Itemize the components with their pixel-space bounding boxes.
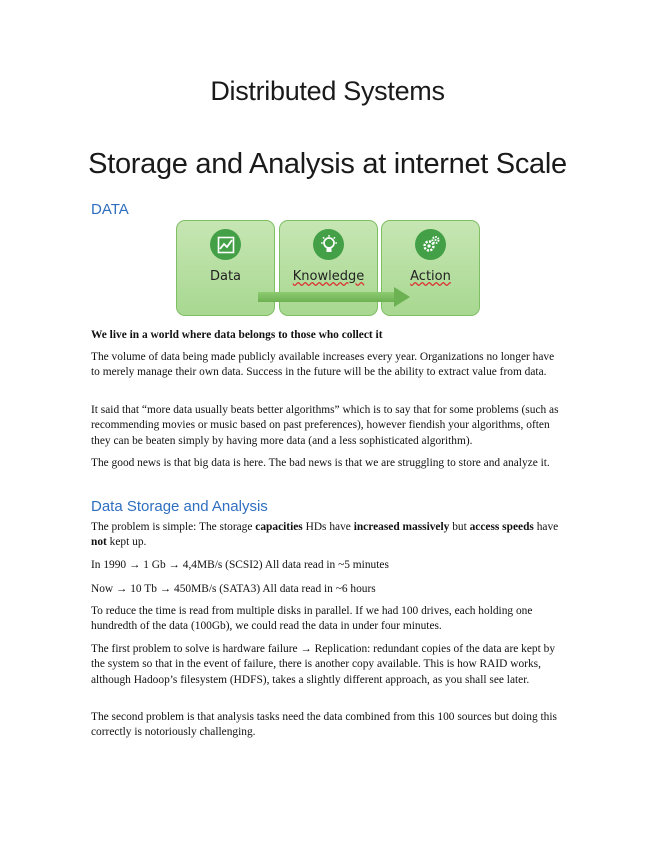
lightbulb-icon [313, 229, 344, 260]
paragraph-problem [91, 520, 565, 551]
paragraph-parallel: To reduce the time is read from multiple disks in parallel. If we had 100 drives, each holding one hundredth of the data (100Gb), we could read the data in under four minutes. [91, 605, 533, 633]
flow-arrowhead [394, 287, 410, 307]
problem-text-2: HDs have [302, 521, 354, 533]
problem-not: not [91, 536, 107, 549]
problem-access-speeds: access speeds [469, 521, 534, 533]
diagram-label-action-text: Action [410, 269, 451, 284]
paragraph-hardware-failure: The first problem to solve is hardware failure → Replication: redundant copies of the data are kept by the system so that in the event of failure, there is another copy available. This is how RAID works, although Hadoop’s filesystem (HDFS), takes a slightly different approach, as you shall see later. [91, 643, 556, 686]
paragraph-volume: The volume of data being made publicly available increases every year. Organizations no longer have to merely manage their own data. Success in the future will be the ability to extract value from data. [91, 351, 555, 379]
data-knowledge-action-diagram [176, 220, 479, 316]
document-subtitle: Storage and Analysis at internet Scale [88, 148, 567, 180]
diagram-label-action [382, 269, 479, 284]
problem-text-4: have [533, 521, 559, 533]
lead-sentence: We live in a world where data belongs to those who collect it [91, 329, 383, 341]
problem-text-1: The problem is simple: The storage [91, 521, 256, 533]
document-title: Distributed Systems [210, 76, 445, 106]
paragraph-analysis: The second problem is that analysis tasks need the data combined from this 100 sources but doing this correctly is notoriously challenging. [91, 711, 557, 739]
chart-icon [210, 229, 241, 260]
diagram-label-knowledge-text: Knowledge [292, 269, 365, 284]
section-heading-data: DATA [91, 201, 129, 218]
line-now: Now → 10 Tb → 450MB/s (SATA3) All data read in ~6 hours [91, 583, 376, 595]
section-heading-storage: Data Storage and Analysis [91, 498, 268, 515]
paragraph-good-news: The good news is that big data is here. The bad news is that we are struggling to store and analyze it. [91, 457, 550, 469]
line-1990: In 1990 → 1 Gb → 4,4MB/s (SCSI2) All data read in ~5 minutes [91, 559, 389, 571]
diagram-label-data: Data [209, 269, 242, 284]
problem-capacities: capacities [255, 521, 303, 533]
paragraph-algorithms: It said that “more data usually beats better algorithms” which is to say that for some problems (such as recommending movies or music based on past preferences), however fiendish your algorithms, often they can be beaten simply by having more data (and a less sophisticated algorithm). [91, 404, 559, 447]
problem-increased: increased massively [353, 521, 450, 533]
gears-icon [415, 229, 446, 260]
flow-arrow [258, 292, 396, 302]
problem-text-3: but [449, 521, 470, 533]
problem-text-5: kept up. [106, 536, 147, 549]
diagram-label-knowledge [280, 269, 377, 284]
